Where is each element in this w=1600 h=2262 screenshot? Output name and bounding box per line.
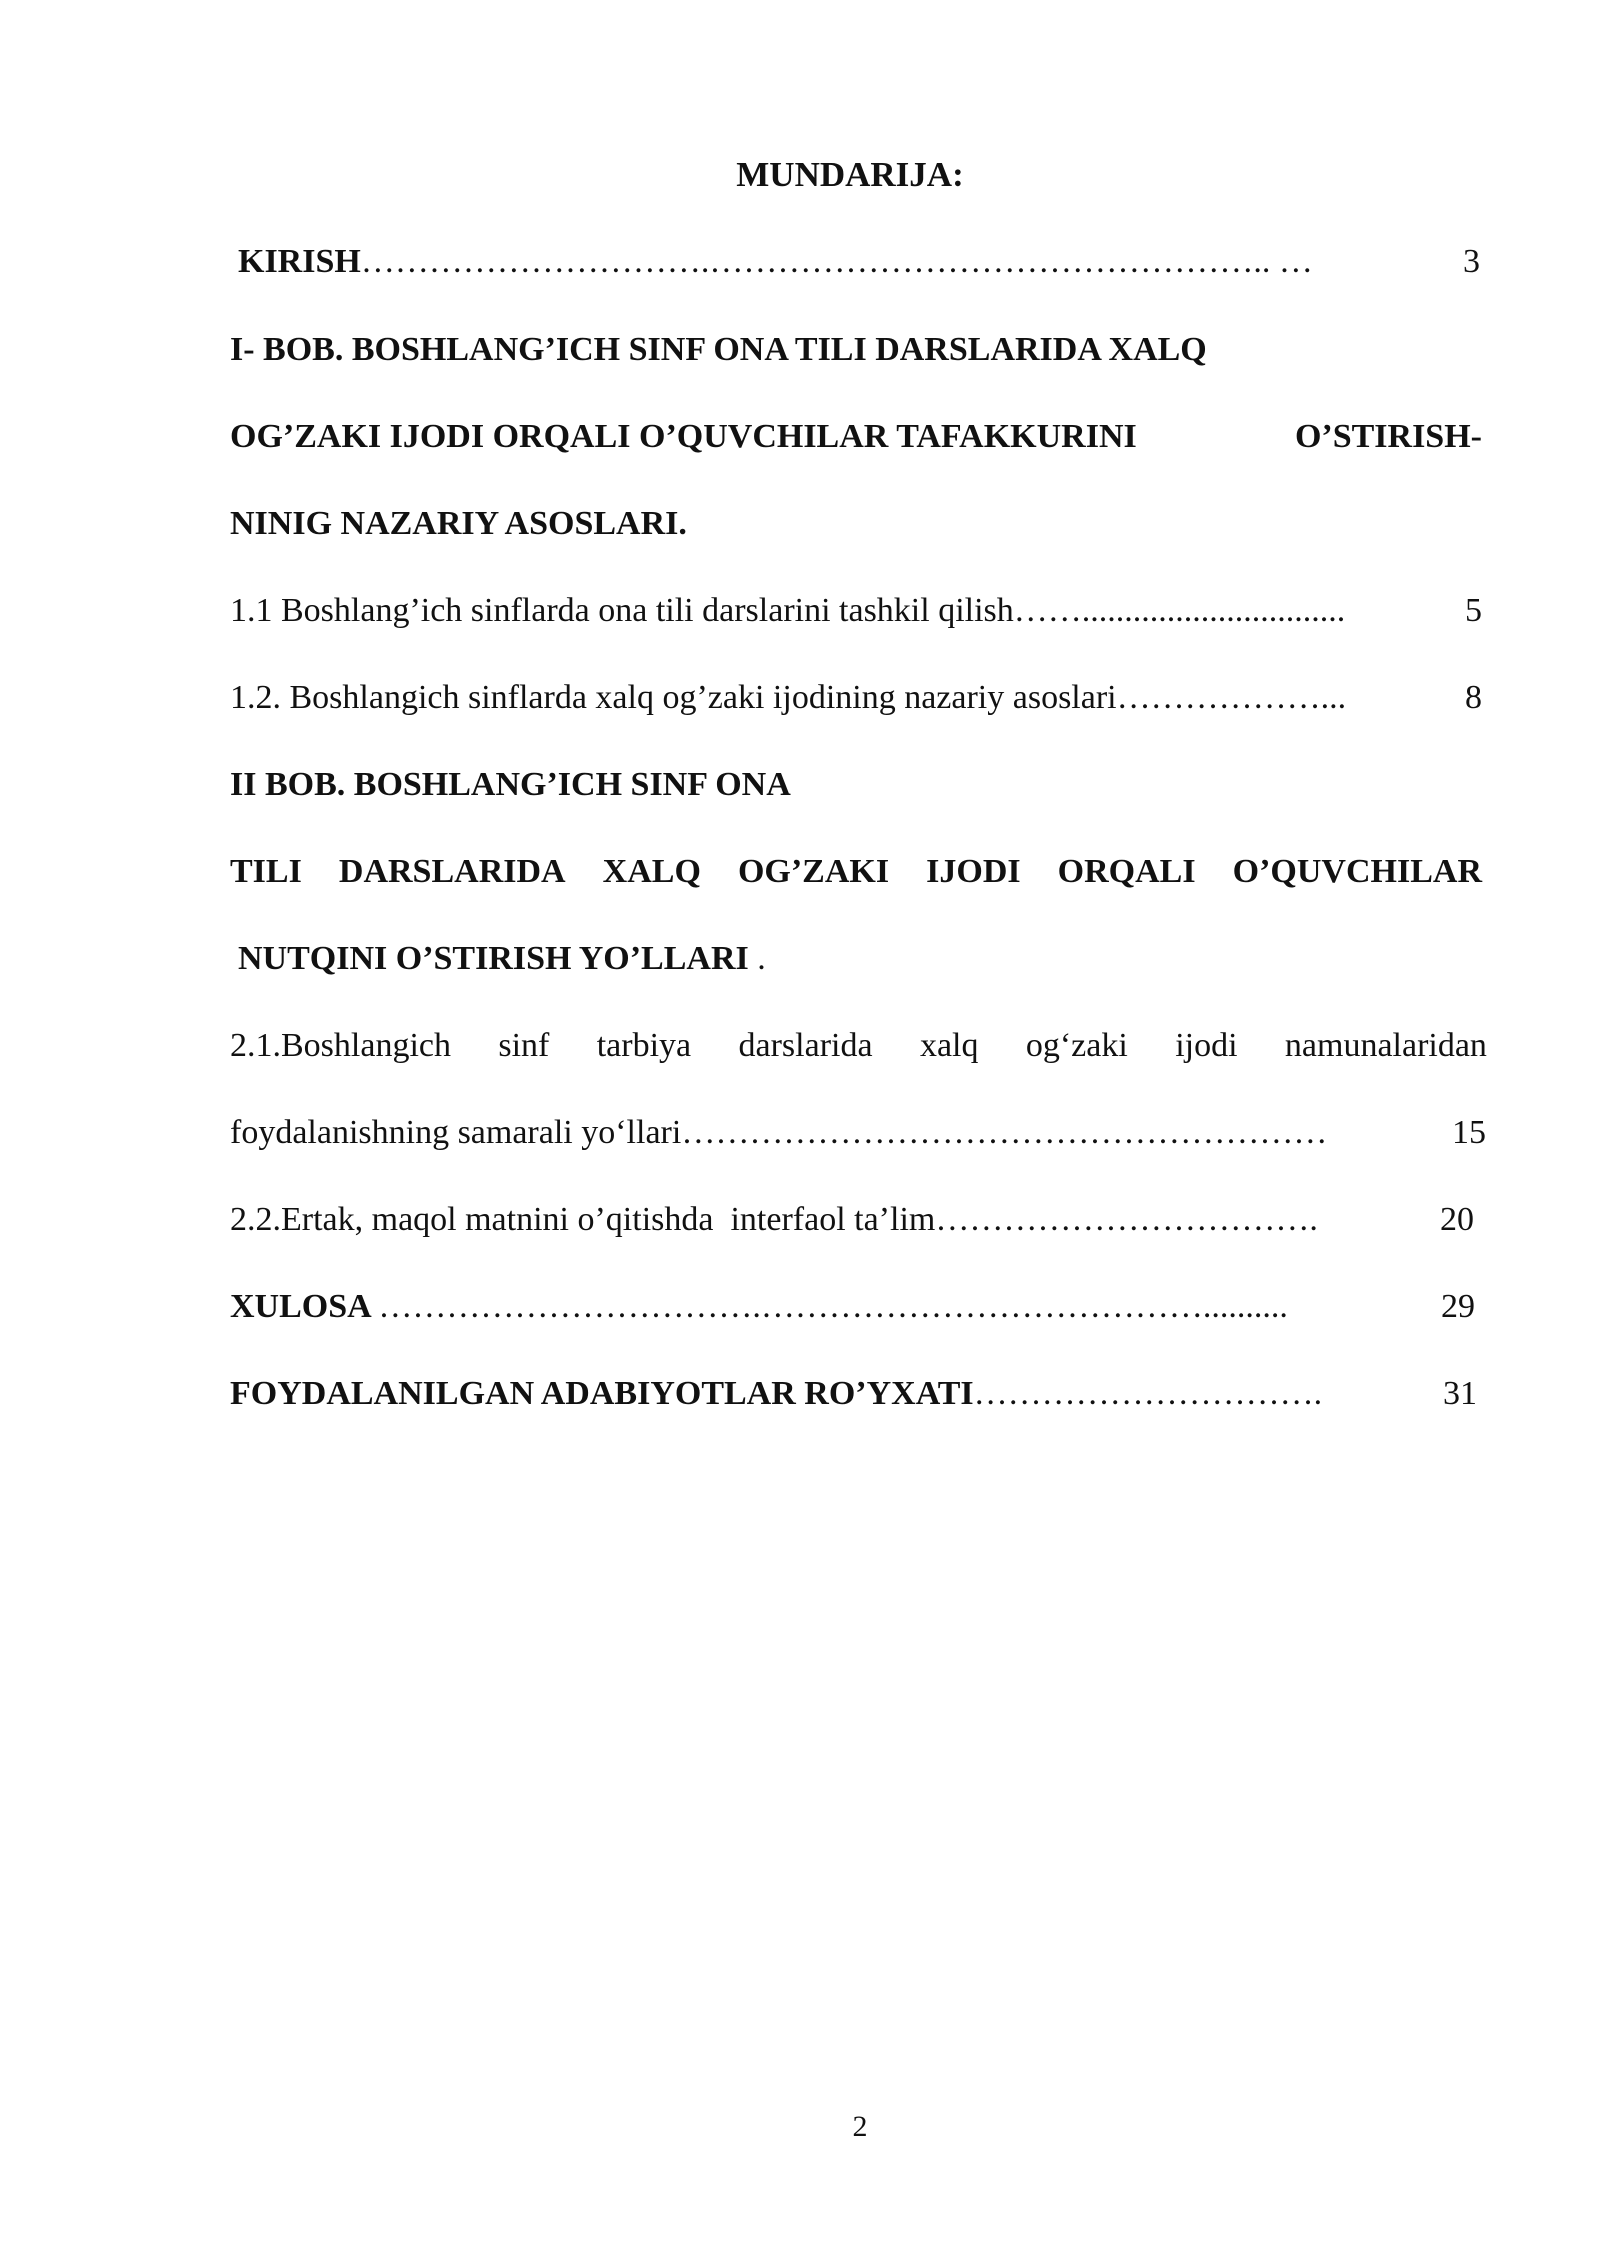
toc-leader-dots: ……………………………. xyxy=(935,1201,1318,1238)
toc-page-number: 3 xyxy=(1463,243,1480,280)
heading-word: DARSLARIDA xyxy=(338,853,566,890)
entry-word: sinf xyxy=(498,1027,550,1064)
chapter1-heading-line2 xyxy=(230,415,1482,459)
toc-entry-label: foydalanishning samarali yo‘llari xyxy=(230,1114,682,1151)
chapter2-heading-line2 xyxy=(230,850,1482,894)
toc-leader-dots: …………………………. xyxy=(973,1375,1323,1412)
toc-entry-label: 1.2. Boshlangich sinflarda xalq og’zaki ijodining nazariy asoslari xyxy=(230,679,1117,716)
toc-page-number: 8 xyxy=(1465,679,1482,716)
toc-leader-dots: ……............................... xyxy=(1013,592,1346,629)
toc-entry-1-2 xyxy=(230,676,1482,720)
toc-page-number: 31 xyxy=(1443,1375,1477,1412)
page-title: MUNDARIJA: xyxy=(736,155,964,194)
chapter1-heading-line3: NINIG NAZARIY ASOSLARI. xyxy=(230,505,687,542)
toc-leader-dots: ………………………….………………………………………….. … xyxy=(360,243,1313,280)
chapter1-heading-line2-part-a: OG’ZAKI IJODI ORQALI O’QUVCHILAR TAFAKKURINI xyxy=(230,418,1137,455)
toc-leader-dots: ………………………………………………… xyxy=(681,1114,1328,1151)
toc-entry-kirish xyxy=(238,240,1480,284)
entry-word: tarbiya xyxy=(596,1027,692,1064)
toc-page-number: 20 xyxy=(1440,1201,1474,1238)
toc-entry-2-1-line1 xyxy=(230,1024,1487,1068)
toc-entry-references xyxy=(230,1372,1477,1416)
entry-word: ijodi xyxy=(1175,1027,1238,1064)
heading-word: XALQ xyxy=(602,853,701,890)
entry-word: namunalaridan xyxy=(1284,1027,1487,1064)
chapter2-heading-line3-text: NUTQINI O’STIRISH YO’LLARI xyxy=(238,940,749,977)
toc-entry-label: FOYDALANILGAN ADABIYOTLAR RO’YXATI xyxy=(230,1375,974,1412)
toc-entry-2-1 xyxy=(230,1111,1486,1155)
toc-page-number: 29 xyxy=(1441,1288,1475,1325)
chapter1-heading-line1: I- BOB. BOSHLANG’ICH SINF ONA TILI DARSLARIDA XALQ xyxy=(230,331,1207,368)
toc-page-number: 5 xyxy=(1465,592,1482,629)
chapter2-heading-line3-tail: . xyxy=(748,940,766,977)
toc-leader-dots: …………………………….………………………………….......... xyxy=(378,1288,1288,1325)
entry-word: 2.1.Boshlangich xyxy=(230,1027,451,1064)
toc-entry-label: 2.2.Ertak, maqol matnini o’qitishda interfaol ta’lim xyxy=(230,1201,936,1238)
toc-entry-1-1 xyxy=(230,589,1482,633)
heading-word: ORQALI xyxy=(1057,853,1196,890)
chapter2-heading-line1: II BOB. BOSHLANG’ICH SINF ONA xyxy=(230,766,791,803)
heading-word: O’QUVCHILAR xyxy=(1232,853,1482,890)
heading-word: IJODI xyxy=(926,853,1021,890)
toc-page-number: 15 xyxy=(1452,1114,1486,1151)
toc-entry-label: KIRISH xyxy=(238,243,361,280)
toc-entry-2-2 xyxy=(230,1198,1474,1242)
toc-leader-dots: ………………... xyxy=(1116,679,1347,716)
heading-word: TILI xyxy=(230,853,302,890)
heading-word: OG’ZAKI xyxy=(737,853,890,890)
entry-word: xalq xyxy=(919,1027,979,1064)
chapter2-heading-line3 xyxy=(238,937,1498,981)
page-number: 2 xyxy=(852,2110,868,2143)
entry-word: og‘zaki xyxy=(1025,1027,1128,1064)
toc-entry-xulosa xyxy=(230,1285,1475,1329)
toc-entry-label: 1.1 Boshlang’ich sinflarda ona tili darslarini tashkil qilish xyxy=(230,592,1014,629)
entry-word: darslarida xyxy=(738,1027,873,1064)
chapter1-heading-line2-part-b: O’STIRISH- xyxy=(1294,418,1482,455)
toc-entry-label: XULOSA xyxy=(230,1288,379,1325)
